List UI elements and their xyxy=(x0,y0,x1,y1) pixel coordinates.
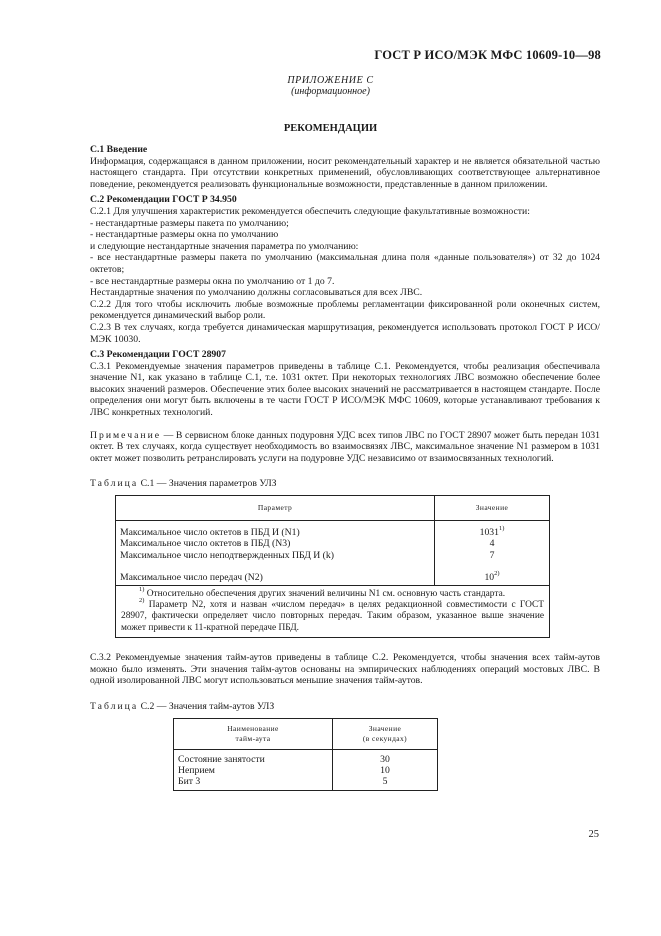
table1-header-value: Значение xyxy=(435,496,550,521)
table2-header-name: Наименование тайм-аута xyxy=(174,718,333,749)
table2-names xyxy=(174,749,333,790)
table1-values xyxy=(435,521,550,586)
c2-paragraph-3: С.2.2 Для того чтобы исключить любые возможные проблемы регламентации фиксированной роли оконечных систем, рекомендуется динамический выбор роли. xyxy=(90,298,600,322)
table2-name: Неприем xyxy=(178,765,215,777)
c1-heading: С.1 Введение xyxy=(90,144,148,155)
table1-footnotes xyxy=(116,585,550,638)
table2-caption-text: С.2 — Значения тайм-аутов УЛЗ xyxy=(138,701,275,713)
table1-caption-text: С.1 — Значения параметров УЛЗ xyxy=(138,478,277,490)
appendix-label: ПРИЛОЖЕНИЕ С xyxy=(287,75,374,86)
c2-paragraph-2: Нестандартные значения по умолчанию должны согласовываться для всех ЛВС. xyxy=(90,287,423,299)
c2-list-item: - все нестандартные размеры пакета по умолчанию (максимальная длина поля «данные пользователя») от 32 до 1024 октетов; xyxy=(90,252,600,275)
note-label: Примечание xyxy=(90,429,162,441)
appendix-subtitle: (информационное) xyxy=(291,86,370,97)
table1-param: Максимальное число передач (N2) xyxy=(120,572,263,584)
table-row xyxy=(174,749,438,790)
table2-name: Состояние занятости xyxy=(178,753,265,765)
c3-paragraph-1: С.3.1 Рекомендуемые значения параметров приведены в таблице С.1. Рекомендуется, чтобы реализация обеспечивала значение N1, как указано в таблице С.1, т.е. 1031 октет. При некоторых технологиях ЛВС возможно обеспечение более высоких значений размеров. Обеспечение этих более высоких значений не рассматривается в настоящем стандарте. После определения они могут быть включены в те части ГОСТ Р ИСО/МЭК МФС 10609, которые устанавливают требования к ЛВС конкретных технологий. xyxy=(90,360,600,419)
c2-paragraph-4: С.2.3 В тех случаях, когда требуется динамическая маршрутизация, рекомендуется использовать протокол ГОСТ Р ИСО/МЭК 10030. xyxy=(90,321,600,345)
table1-param: Максимальное число октетов в ПБД И (N1) xyxy=(120,527,300,539)
table1-caption xyxy=(90,478,600,490)
section-title: РЕКОМЕНДАЦИИ xyxy=(283,123,378,134)
c3-paragraph-2: С.3.2 Рекомендуемые значения тайм-аутов приведены в таблице С.2. Рекомендуется, чтобы значения всех тайм-аутов можно было изменять. Эти значения тайм-аутов основаны на эмпирических наблюдениях операций мостовых ЛВС. В одной изолированной ЛВС могут использоваться меньшие значения тайм-аутов. xyxy=(90,652,600,687)
table1-value: 10$^{2)}$ xyxy=(484,570,500,584)
note-text: — В сервисном блоке данных подуровня УДС всех типов ЛВС по ГОСТ 28907 может быть передан 1031 октет. В тех случаях, когда существует необходимость во взаимосвязях ЛВС, максимальное значение N1 размером в 1031 октет может позволить ретранслировать услуги на подуровне УДС независимо от взаимосвязанных технологий. xyxy=(90,429,600,464)
c2-list-item: - нестандартные размеры пакета по умолчанию; xyxy=(90,217,289,229)
table2-value: 30 xyxy=(380,753,390,765)
c2-list-item: - все нестандартные размеры окна по умолчанию от 1 до 7. xyxy=(90,275,335,287)
c1-text: Информация, содержащаяся в данном приложении, носит рекомендательный характер и не является обязательной частью настоящего стандарта. При отсутствии конкретных применений, обусловливающих соответствующее альтернативное поведение, рекомендуется реализовать функциональные возможности, представленные в данном приложении. xyxy=(90,155,600,190)
table2-values xyxy=(333,749,438,790)
table1-params xyxy=(116,521,435,586)
c2-heading: С.2 Рекомендации ГОСТ Р 34.950 xyxy=(90,194,237,206)
table2-header-value: Значение (в секундах) xyxy=(333,718,438,749)
document-header: ГОСТ Р ИСО/МЭК МФС 10609-10—98 xyxy=(374,48,601,62)
c3-heading: С.3 Рекомендации ГОСТ 28907 xyxy=(90,349,226,361)
table1-param: Максимальное число неподтвержденных ПБД И (k) xyxy=(120,549,334,561)
c3-note xyxy=(90,430,600,465)
footnote-1: $^{1)}$ Относительно обеспечения других значений величины N1 см. основную часть стандарта. xyxy=(139,585,506,599)
table-row xyxy=(116,521,550,586)
c2-list-item: - нестандартные размеры окна по умолчанию xyxy=(90,229,279,241)
table1-header-param: Параметр xyxy=(116,496,435,521)
table1-value: 1031$^{1)}$ xyxy=(479,525,505,539)
table-c1 xyxy=(115,495,550,638)
document-body xyxy=(90,140,600,791)
c2-list-item: и следующие нестандартные значения параметра по умолчанию: xyxy=(90,240,359,252)
page-number: 25 xyxy=(588,829,599,840)
table2-value: 5 xyxy=(382,776,388,788)
table1-caption-label: Таблица xyxy=(90,478,139,490)
table1-value: 4 xyxy=(489,538,495,550)
table2-caption-label: Таблица xyxy=(90,701,139,713)
appendix-title xyxy=(0,75,661,97)
table2-value: 10 xyxy=(380,765,390,777)
table1-value: 7 xyxy=(489,549,495,561)
table-c2 xyxy=(173,718,438,791)
footnote-2: $^{2)}$ Параметр N2, хотя и назван «числом передач» в целях редакционной совместимости с ГОСТ 28907, фактически определяет число повторных передач. Таким образом, указанное выше значение может привести к 11-кратной передаче ПБД. xyxy=(121,597,544,633)
table1-param: Максимальное число октетов в ПБД (N3) xyxy=(120,538,291,550)
table2-caption xyxy=(90,701,600,713)
c2-paragraph-1: С.2.1 Для улучшения характеристик рекомендуется обеспечить следующие факультативные возможности: xyxy=(90,205,530,217)
table2-name: Бит 3 xyxy=(178,776,201,788)
